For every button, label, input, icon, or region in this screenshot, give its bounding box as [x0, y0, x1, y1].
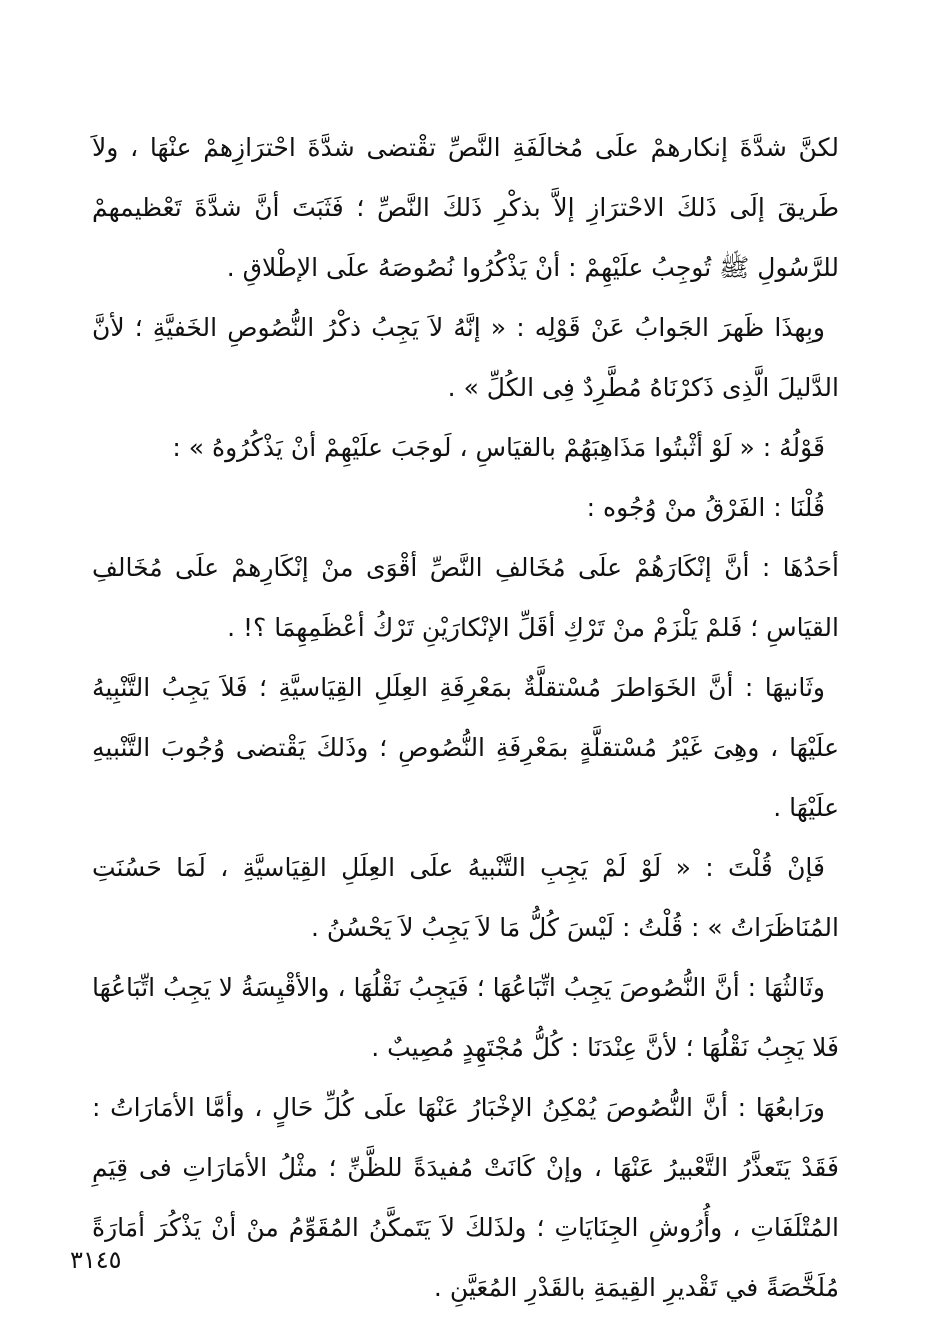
paragraph-7: فَإنْ قُلْتَ : « لَوْ لَمْ يَجِبِ التَّنْبيهُ علَى العِلَلِ القِيَاسيَّةِ ، لَمَا حَسُنَتِ المُنَاظَرَاتُ » : قُلْتُ : لَيْسَ كُلُّ مَا لاَ يَجِبُ لاَ يَحْسُنُ .: [92, 853, 839, 942]
paragraph-2: وبِهذَا ظَهرَ الجَوابُ عَنْ قَوْلِه : « إنَّهُ لاَ يَجِبُ ذكْرُ النُّصُوصِ الخَفيَّةِ ؛ لأنَّ الدَّليلَ الَّذِى ذَكرْنَاهُ مُطَّرِدٌ فِى الكُلِّ » .: [92, 313, 839, 402]
body-text: [92, 118, 839, 1318]
paragraph-9: ورَابعُهَا : أنَّ النُّصُوصَ يُمْكِنُ الإخْبَارُ عَنْهَا علَى كُلِّ حَالٍ ، وأمَّا الأمَارَاتُ : فَقَدْ يَتَعذَّرُ التَّعْبيرُ عَنْهَا ، وإنْ كَانَتْ مُفيدَةً للظَّنِّ ؛ مثْلُ الأمَارَاتِ فى قِيَمِ المُتْلَفَاتِ ، وأُرُوشِ الجِنَايَاتِ ؛ ولذَلكَ لاَ يَتَمكَّنُ المُقَوِّمُ منْ أنْ يَذْكُرَ أمَارَةً مُلَخَّصَةً في تَقْديرِ القِيمَةِ بالقَدْرِ المُعَيَّنِ .: [92, 1093, 839, 1302]
paragraph-3: قَوْلُهُ : « لَوْ أثْبتُوا مَذَاهِبَهُمْ بالقيَاسِ ، لَوجَبَ علَيْهِمْ أنْ يَذْكُرُوهُ » :: [172, 433, 825, 462]
paragraph-8: وثَالثُهَا : أنَّ النُّصُوصَ يَجِبُ اتِّبَاعُهَا ؛ فَيَجِبُ نَقْلُهَا ، والأقْيِسَةُ لا يَجِبُ اتِّبَاعُهَا فَلا يَجِبُ نَقْلُهَا ؛ لأنَّ عِنْدَنَا : كُلُّ مُجْتَهِدٍ مُصِيبٌ .: [92, 973, 839, 1062]
paragraph-6: وثَانيهَا : أنَّ الخَوَاطرَ مُسْتقلَّةٌ بمَعْرِفَةِ العِلَلِ القِيَاسيَّةِ ؛ فَلاَ يَجِبُ التَّنْبِيهُ علَيْهَا ، وهِىَ غَيْرُ مُسْتقلَّةٍ بمَعْرِفَةِ النُّصُوصِ ؛ وذَلكَ يَقْتضى وُجُوبَ التَّنْبيهِ علَيْهَا .: [92, 673, 839, 822]
page-number: ٣١٤٥: [70, 1246, 122, 1274]
paragraph-4: قُلْنَا : الفَرْقُ منْ وُجُوه :: [586, 493, 825, 522]
paragraph-1: لكنَّ شدَّةَ إنكارهمْ علَى مُخالَفَةِ النَّصِّ تقْتضى شدَّةَ احْترَازِهمْ عنْهَا ، ولاَ طَريقَ إلَى ذَلكَ الاحْترَازِ إلاَّ بذكْرِ ذَلكَ النَّصِّ ؛ فَثَبَتَ أنَّ شدَّةَ تَعْظيمهمْ للرَّسُولِ ﷺ تُوجِبُ علَيْهِمْ : أنْ يَذْكُرُوا نُصُوصَهُ علَى الإطْلاقِ .: [92, 133, 839, 282]
paragraph-5: أحَدُهَا : أنَّ إنْكَارَهُمْ علَى مُخَالفِ النَّصِّ أقْوَى منْ إنْكَارِهمْ علَى مُخَالفِ القيَاسِ ؛ فَلمْ يَلْزَمْ منْ تَرْكِ أقَلِّ الإنْكارَيْنِ تَرْكُ أعْظَمِهِمَا ؟! .: [92, 553, 839, 642]
